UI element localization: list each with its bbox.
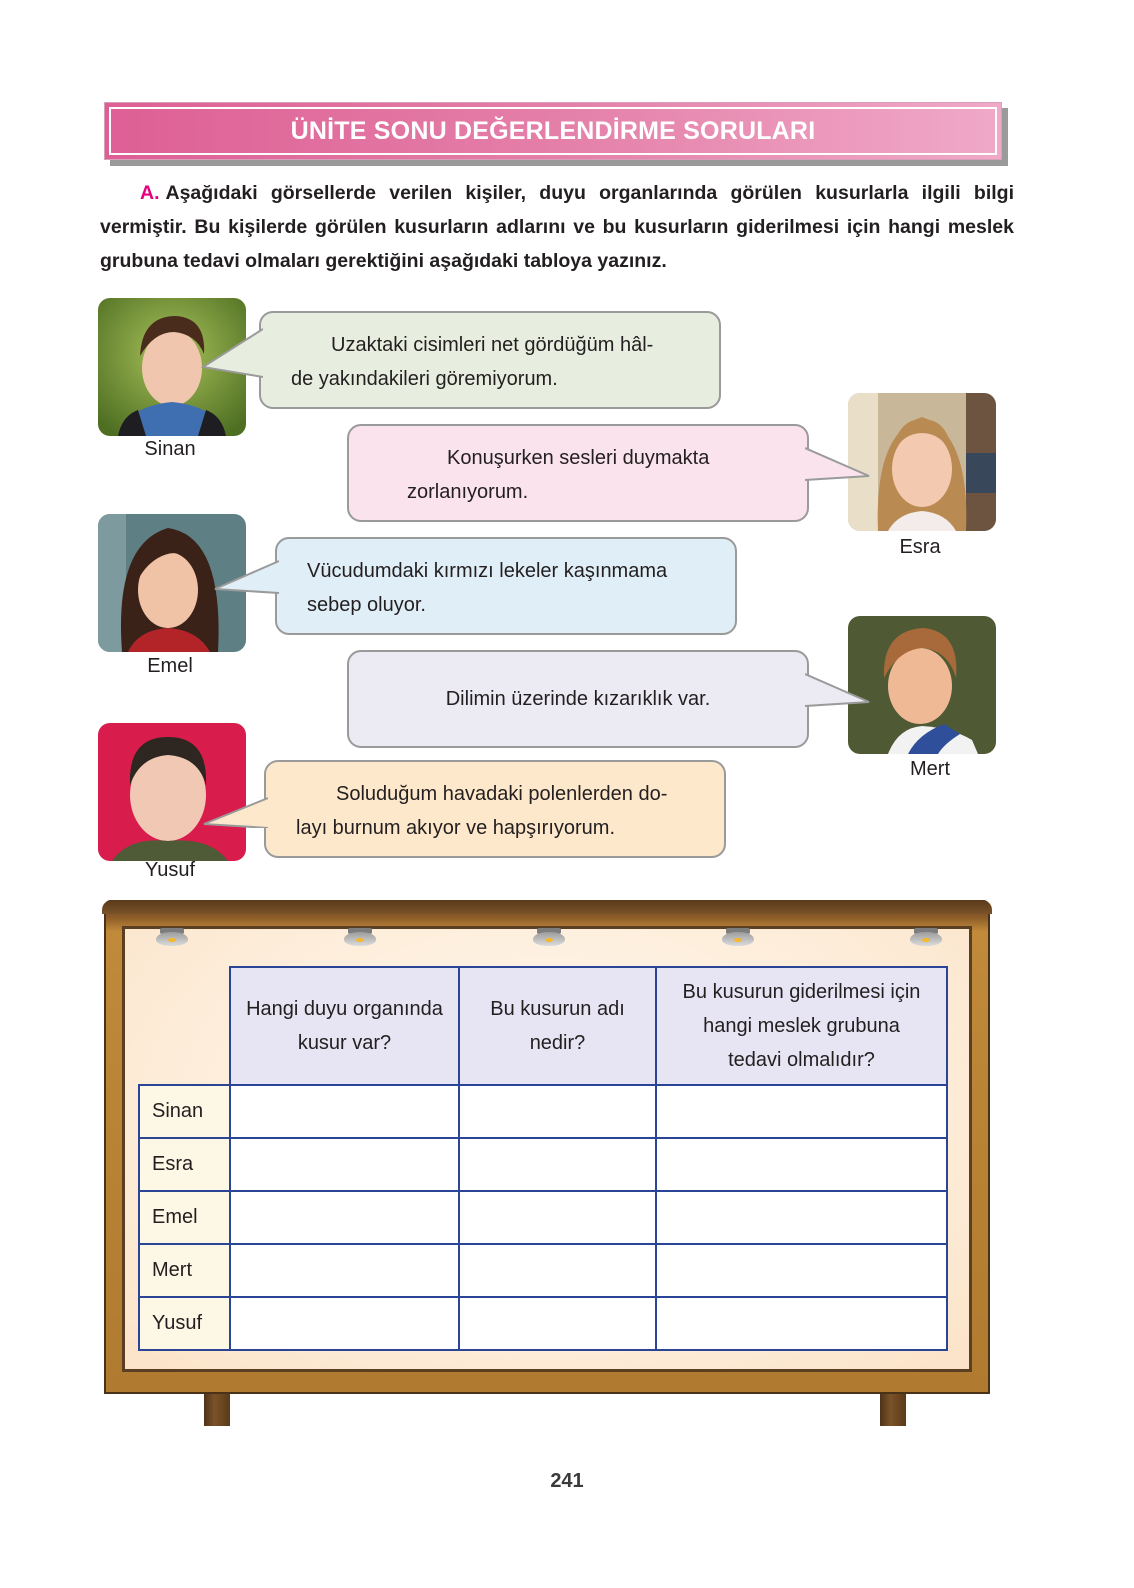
bubble-text-emel-2: sebep oluyor. [307, 594, 426, 616]
bubble-text-emel-1: Vücudumdaki kırmızı lekeler kaşınmama [307, 560, 668, 582]
answer-cell[interactable] [656, 1191, 947, 1244]
header-line: nedir? [529, 1032, 586, 1054]
answer-cell[interactable] [656, 1138, 947, 1191]
bubble-text-esra-1: Konuşurken sesleri duymakta [447, 447, 710, 469]
table-row [139, 1138, 947, 1191]
question-instructions [100, 176, 1014, 278]
table-corner [139, 967, 230, 1085]
speech-bubble-emel [275, 537, 737, 635]
header-line: kusur var? [297, 1032, 392, 1054]
answer-cell[interactable] [459, 1085, 656, 1138]
page-number: 241 [550, 1470, 584, 1492]
speech-bubble-mert [347, 650, 809, 748]
banner-box [104, 102, 1002, 160]
table-row [139, 1244, 947, 1297]
header-line: Bu kusurun adı [490, 998, 625, 1020]
column-header-sense-organ [230, 967, 459, 1085]
speech-bubble-yusuf [264, 760, 726, 858]
header-line: hangi meslek grubuna [703, 1015, 900, 1037]
answer-cell[interactable] [656, 1297, 947, 1350]
bubble-tail [805, 672, 871, 712]
row-label-emel: Emel [139, 1191, 230, 1244]
answer-cell[interactable] [459, 1244, 656, 1297]
answer-cell[interactable] [230, 1085, 459, 1138]
table-header-row [139, 967, 947, 1085]
lamp-icon [722, 928, 754, 946]
board-top-edge [102, 900, 992, 914]
person-name-esra: Esra [899, 536, 941, 558]
header-line: Hangi duyu organında [246, 998, 443, 1020]
table-row [139, 1191, 947, 1244]
answer-cell[interactable] [230, 1297, 459, 1350]
person-name-emel: Emel [147, 655, 193, 677]
question-letter: A. [140, 182, 160, 204]
bubble-text-sinan-2: de yakındakileri göremiyorum. [291, 368, 558, 390]
row-label-sinan: Sinan [139, 1085, 230, 1138]
answer-cell[interactable] [459, 1138, 656, 1191]
answer-table [138, 966, 948, 1351]
row-label-yusuf: Yusuf [139, 1297, 230, 1350]
bubble-text-yusuf-2: layı burnum akıyor ve hapşırıyorum. [296, 817, 616, 839]
answer-cell[interactable] [459, 1297, 656, 1350]
board-leg-right [880, 1394, 906, 1426]
person-name-mert: Mert [910, 758, 950, 780]
header-line: tedavi olmalıdır? [728, 1049, 875, 1071]
answer-cell[interactable] [230, 1191, 459, 1244]
row-label-mert: Mert [139, 1244, 230, 1297]
answer-cell[interactable] [459, 1191, 656, 1244]
lamp-icon [156, 928, 188, 946]
lamp-icon [344, 928, 376, 946]
question-text: Aşağıdaki görsellerde verilen kişiler, duyu organlarında görülen kusurlarla ilgili bilgi vermiştir. Bu kişilerde görülen kusurların adlarını ve bu kusurların giderilmesi için hangi meslek grubuna tedavi olmaları gerektiğini aşağıdaki tabloya yazınız. [100, 182, 1014, 272]
board-leg-left [204, 1394, 230, 1426]
answer-cell[interactable] [230, 1138, 459, 1191]
answer-cell[interactable] [656, 1085, 947, 1138]
speech-bubble-esra [347, 424, 809, 522]
header-line: Bu kusurun giderilmesi için [682, 981, 921, 1003]
bubble-text-esra-2: zorlanıyorum. [407, 481, 529, 503]
title-banner [104, 102, 1006, 162]
bubble-text-sinan-1: Uzaktaki cisimleri net gördüğüm hâl- [331, 334, 654, 356]
lamp-icon [533, 928, 565, 946]
table-row [139, 1085, 947, 1138]
bubble-text-yusuf-1: Soluduğum havadaki polenlerden do- [336, 783, 668, 805]
column-header-defect-name [459, 967, 656, 1085]
bubble-text-mert: Dilimin üzerinde kızarıklık var. [445, 688, 711, 710]
banner-inner-border [109, 107, 997, 155]
answer-cell[interactable] [230, 1244, 459, 1297]
bubble-tail [211, 559, 279, 599]
bubble-tail [200, 782, 268, 828]
person-name-yusuf: Yusuf [144, 859, 196, 881]
bubble-tail [805, 446, 871, 486]
lamp-icon [910, 928, 942, 946]
row-label-esra: Esra [139, 1138, 230, 1191]
answer-cell[interactable] [656, 1244, 947, 1297]
speech-bubble-sinan [259, 311, 721, 409]
page-title: ÜNİTE SONU DEĞERLENDİRME SORULARI [290, 116, 816, 145]
person-name-sinan: Sinan [144, 438, 196, 460]
column-header-profession [656, 967, 947, 1085]
bubble-tail [201, 325, 263, 385]
table-row [139, 1297, 947, 1350]
